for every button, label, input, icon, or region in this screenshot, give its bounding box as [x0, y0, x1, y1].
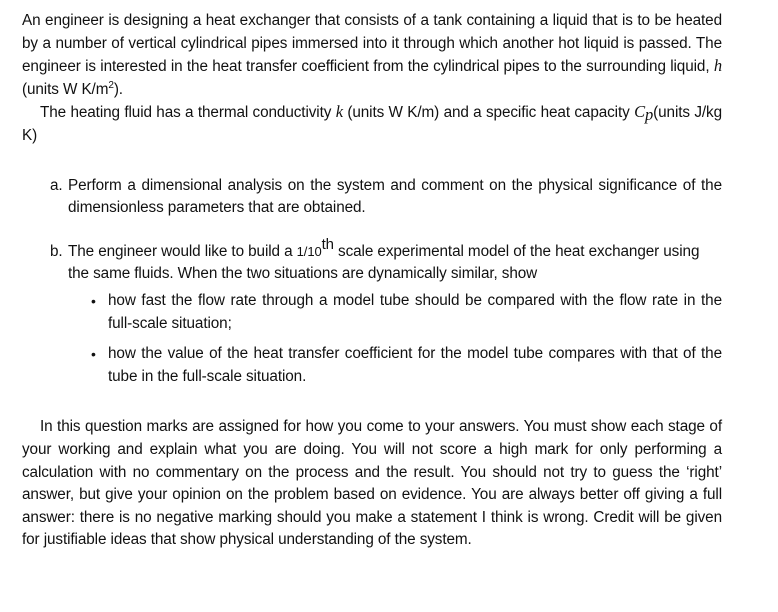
h-units-end: ).	[113, 80, 123, 98]
h-units-exponent: 2	[108, 79, 114, 91]
scale-suffix: th	[321, 235, 334, 253]
bullet-icon: •	[91, 292, 96, 309]
fluid-properties-paragraph	[22, 101, 722, 147]
list-item	[68, 290, 722, 335]
scale-fraction: 1/10	[296, 243, 322, 259]
marking-note: In this question marks are assigned for how you come to your answers. You must show each stage of your working and explain what you are doing. You will not score a high mark for only performing a calculation with no commentary on the process and the result. You should not try to guess the ‘right’ answer, but give your opinion on the problem based on evidence. You are always better off giving a full answer: there is no negative marking should you make a statement I think is wrong. Credit will be given for justifiable ideas that show physical understanding of the system.	[22, 418, 722, 549]
question-part-a	[22, 175, 722, 220]
part-b-text-start: The engineer would like to build a	[68, 242, 293, 260]
intro-paragraph	[22, 10, 722, 101]
bullet-icon: •	[91, 346, 96, 363]
fluid-properties-text: The heating fluid has a thermal conductivity	[40, 104, 332, 122]
question-document	[22, 10, 722, 552]
h-units: (units W K/m	[22, 80, 109, 98]
k-symbol: k	[335, 102, 343, 122]
bullet-text: how fast the flow rate through a model tube should be compared with the flow rate in the full-scale situation;	[108, 291, 722, 332]
part-b-bullet-list	[68, 290, 722, 388]
part-b-label: b.	[50, 242, 63, 260]
part-a-label: a.	[50, 176, 63, 194]
cp-units: (units J/kg K)	[22, 104, 723, 144]
part-b-text-end: scale experimental model of the heat exchanger using the same fluids. When the two situations are dynamically similar, show	[68, 242, 700, 283]
list-item	[68, 343, 722, 388]
part-b-text	[68, 235, 722, 286]
intro-text: An engineer is designing a heat exchanger that consists of a tank containing a liquid that is to be heated by a number of vertical cylindrical pipes immersed into it through which another hot liquid is passed. The engineer is interested in the heat transfer coefficient from the cylindrical pipes to the surrounding liquid,	[22, 12, 722, 76]
h-symbol: h	[713, 56, 722, 76]
question-part-b	[22, 235, 722, 389]
cp-subscript: p	[645, 105, 654, 125]
cp-symbol: C	[634, 102, 645, 122]
part-a-text: Perform a dimensional analysis on the system and comment on the physical significance of the dimensionless parameters that are obtained.	[68, 176, 722, 217]
bullet-text: how the value of the heat transfer coefficient for the model tube compares with that of the tube in the full-scale situation.	[108, 345, 722, 385]
k-units-text: (units W K/m) and a specific heat capacity	[347, 104, 630, 122]
